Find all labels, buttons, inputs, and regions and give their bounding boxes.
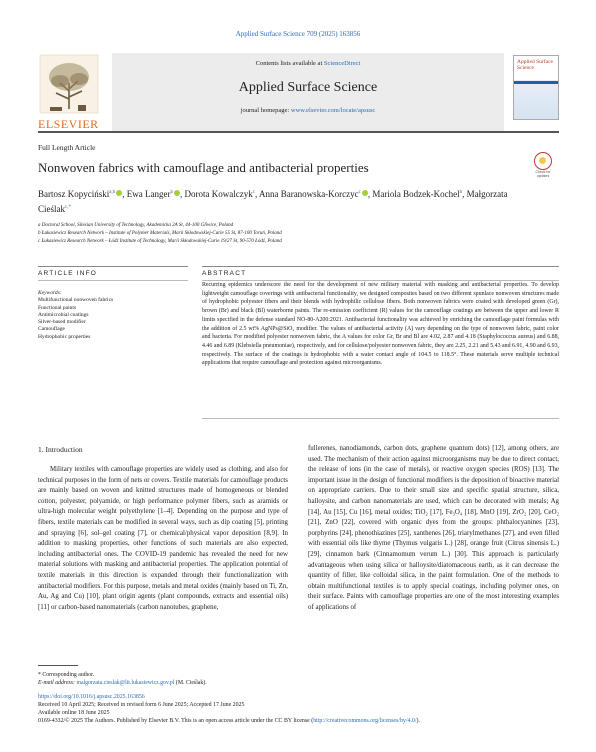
keywords-list [38,290,178,341]
footnote [38,671,338,687]
keyword: Camouflage [38,326,65,333]
keyword: Antimicrobial coatings [38,311,89,318]
publication-info [38,694,568,726]
article-title: Nonwoven fabrics with camouflage and antibacterial properties [38,160,369,175]
abstract-text: Recurring epidemics underscore the need for the development of new military material with masking and antibacterial properties. To develop lightweight camouflage coverings with antibacterial functionality, we designed composites based on two different spunlace nonwoven structures made of hydrophobic polyester fibers and their blends with hydrophilic cellulose fibers. Both nonwoven fabrics were coated with developed green (Gr), brown (Br) and black (Bl) waterborne paints. The re-emission coefficient (R) values for the camouflage coatings are between the upper and lower R limits specified in the defense standard NO-80-A200:2021. Antibacterial functionality was achieved by enriching the camouflage paint formulas with the addition of 2.5 wt% AgNPs@SiO₂ modifier. The values of antibacterial activity (A) vary depending on the type of nonwoven fabric, paint color and bacteria. For modified polyester nonwoven fabric, the A values for color Gr, Br and Bl are 4.02, 2.87 and 4.18 (Staphylococcus aureus) and 6.88, 4.46 and 6.89 (Klebsiella pneumoniae), respectively, and for cellulose/polyester nonwoven fabric, they are 2.25, 2.21 and 5.43 and 6.91, 4.90 and 6.93, respectively. The surface of the coatings is hydrophobic with a water contact angle of 104.5 to 118.5°. These materials serve multiple technical applications that require camouflage and protection against microorganisms. [202,282,559,367]
affiliation-a: a Doctoral School, Silesian University of Technology, Akademicka 2A St, 44-100 Gliwice, Poland [38,223,234,228]
divider [202,418,559,419]
journal-title: Applied Surface Science [238,80,378,95]
divider [38,266,188,267]
abstract-label: ABSTRACT [202,270,247,277]
masthead [38,53,559,133]
keywords-label: Keywords: [38,290,62,296]
author-list: Bartosz Kopyciński$^{a,b}$ , Ewa Langer$^b$ , Dorota Kowalczyk$^c$, Anna Baranowska-Korczyc$^c$ , Mariola Bodzek-Kochel$^b$, Małgorzata Cieślak$^{c,*}$ [38,189,508,214]
homepage-line [112,96,504,114]
keyword: Silver-based modifier [38,319,86,326]
license-link[interactable]: http://creativecommons.org/licenses/by/4.0/ [313,717,417,724]
masthead-banner [112,53,504,131]
check-updates-label: Check for updates [535,170,551,178]
journal-homepage-link[interactable]: www.elsevier.com/locate/apsusc [290,107,376,114]
article-type: Full Length Article [38,143,96,152]
affiliation-b: b Łukasiewicz Research Network – Institute of Polymer Materials, Marii Skłodowskiej-Curie 55 St, 87-100 Toruń, Poland [38,231,282,236]
cover-title: Applied Surface Science [517,59,553,72]
contents-prefix: Contents lists available at [255,60,324,67]
received-dates: Received 10 April 2025; Received in revised form 6 June 2025; Accepted 17 June 2025 [38,701,245,708]
check-for-updates-button[interactable] [530,152,556,182]
corresponding-author-note: * Corresponding author. [38,672,95,678]
divider [38,280,188,281]
check-updates-icon [534,152,552,170]
author-2[interactable]: Dorota Kowalczyk$^c$ [184,189,255,199]
footnote-divider [38,665,78,666]
author-0[interactable]: Bartosz Kopyciński$^{a,b}$ [38,189,122,199]
divider [202,266,559,267]
author-5[interactable]: Małgorzata Cieślak$^{c,*}$ [38,189,508,214]
affiliations [38,222,518,246]
email-line: E-mail address: malgorzata.cieslak@lit.lukasiewicz.gov.pl (M. Cieślak). [38,680,207,686]
contents-line [112,53,504,67]
keyword: Hydrophobic properties [38,333,91,340]
author-4[interactable]: Mariola Bodzek-Kochel$^b$ [372,189,463,199]
license-line: 0169-4332/© 2025 The Authors. Published by Elsevier B.V. This is an open access article under the CC BY license (http://creativecommons.org/licenses/by/4.0/). [38,717,420,724]
author-1[interactable]: Ewa Langer$^b$ [127,189,180,199]
intro-paragraph-left: Military textiles with camouflage properties are widely used as clothing, and also for technical purposes in the form of nets or covers. Textile materials for camouflage products are mainly based on woven and knitted structures made of homogeneous or blended cotton, polyester, polyamide, or high performance polymer fibers, such as aramids or ultra-high molecular weight polyethylene [1–4]. Depending on the purpose and type of fibers, textile materials can be modified in several ways, such as dip coating [5], printing and spraying [6], sol–gel coating [7], or chemical/physical vapor deposition [8,9]. In addition to masking properties, other functions of such materials are also expected, including antibacterial ones. The COVID-19 pandemic has revealed the need for new material solutions with masking and antibacterial properties. The application potential of textile materials in this direction is expanded through their functionalization with antibacterial modifiers. For this purpose, metals and metal oxides (mainly based on Ti, Zn, Au, Ag and Cu) [10], plant origin agents (plant compounds, extracts and essential oils) [11] or carbon-based nanomaterials (carbon nanotubes, graphene, [38,466,288,611]
journal-reference[interactable]: Applied Surface Science 709 (2025) 163856 [235,30,361,38]
publisher-name: ELSEVIER [38,117,99,131]
cover-band [514,81,558,84]
available-online: Available online 18 June 2025 [38,709,110,716]
author-email-link[interactable]: malgorzata.cieslak@lit.lukasiewicz.gov.pl [76,680,175,686]
journal-cover-thumbnail[interactable] [513,55,559,120]
intro-paragraph-right: fullerenes, nanodiamonds, carbon dots, graphene quantum dots) [12], among others, are used. The mechanism of their action against microorganisms may be due to direct contact, the release of ions (in the case of metals), or reactive oxygen species (ROS) [13]. The important issue in the design of functional modifiers is the deposition of bioactive material on appropriate carriers. Due to their small size and specific spatial structure, silica, halloysite, and carbon nanomaterials are used, which can be decorated with metals; Ag [14], Au [15], Cu [16], metal oxides; TiO₂ [17], Fe₃O₄ [18], MnO [19], ZrO₂ [20], CeO₂ [21], ZnO [22], covered with organic dyes from the groups: phthalocyanines [23], porphyrins [24], phenothiazines [25], xanthenes [26], triarylmethanes [27], and even filled with essential oils like thyme (Thymus vulgaris L.) [28], orange fruit (Citrus sinensis L.) [29], cinnamon bark (Cinnamomum verum L.) [30]. This approach is particularly advantageous when using silica or halloysite/diatomaceous earth, as it can decrease the quantity of filler, like colloidal silica, in the paint formulation. One of the methods to obtain multifunctional textiles is to apply special coatings, including polymer ones, on their surface. Paints with camouflage properties are one of the most interesting examples of applications of [308,445,559,611]
affiliation-c: c Łukasiewicz Research Network – Łódź Institute of Technology, Marii Skłodowskiej-Curie 19/27 St, 90-570 Łódź, Poland [38,239,282,244]
author-3[interactable]: Anna Baranowska-Korczyc$^c$ [259,189,368,199]
doi-link[interactable]: https://doi.org/10.1016/j.apsusc.2025.163856 [38,694,145,700]
keyword: Multifunctional nonwoven fabrics [38,297,114,304]
keyword: Functional paints [38,304,77,311]
article-info-label: ARTICLE INFO [38,270,98,277]
sciencedirect-link[interactable]: ScienceDirect [323,60,361,67]
homepage-prefix: journal homepage: [240,107,291,114]
section-heading-introduction: 1. Introduction [38,445,83,454]
